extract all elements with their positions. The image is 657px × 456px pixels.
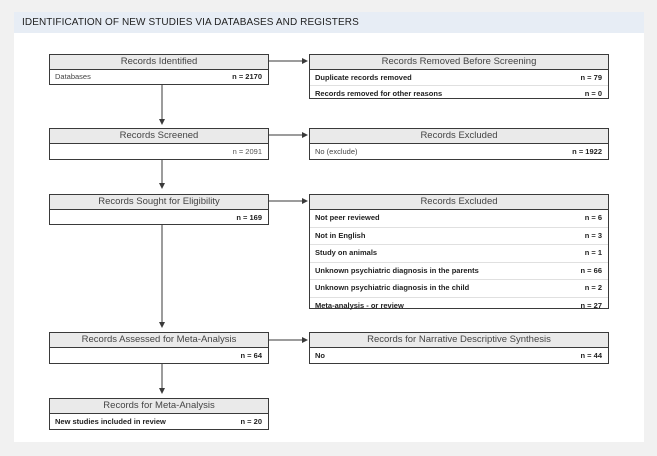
row-value: n = 44 bbox=[580, 351, 602, 360]
row-value: n = 20 bbox=[240, 417, 262, 426]
row-label: Study on animals bbox=[315, 248, 378, 257]
row-label: Duplicate records removed bbox=[315, 73, 412, 82]
box-title: Records Assessed for Meta-Analysis bbox=[50, 333, 268, 348]
row-label: Not in English bbox=[315, 230, 366, 240]
box-title: Records Removed Before Screening bbox=[310, 55, 608, 70]
row-label: Unknown psychiatric diagnosis in the child bbox=[315, 283, 470, 292]
row-label: Meta-analysis - or review bbox=[315, 300, 404, 310]
row-value: n = 2170 bbox=[232, 72, 262, 81]
box-row bbox=[310, 297, 608, 315]
box-title: Records Sought for Eligibility bbox=[50, 195, 268, 210]
box-title: Records for Narrative Descriptive Synthesis bbox=[310, 333, 608, 348]
box-row bbox=[50, 144, 268, 160]
records-screened-box bbox=[49, 128, 269, 160]
records-sought-box bbox=[49, 194, 269, 225]
records-excluded-box bbox=[309, 128, 609, 160]
row-label: Unknown psychiatric diagnosis in the parents bbox=[315, 265, 479, 275]
box-row bbox=[310, 279, 608, 297]
box-row bbox=[310, 85, 608, 101]
row-value: n = 3 bbox=[584, 230, 602, 240]
row-value: n = 2091 bbox=[232, 147, 262, 156]
records-identified-box bbox=[49, 54, 269, 85]
box-row bbox=[50, 348, 268, 364]
box-row bbox=[310, 262, 608, 280]
row-value: n = 79 bbox=[580, 73, 602, 82]
row-label: Records removed for other reasons bbox=[315, 89, 443, 98]
row-value: n = 1922 bbox=[572, 147, 602, 156]
records-removed-box bbox=[309, 54, 609, 99]
box-title: Records for Meta-Analysis bbox=[50, 399, 268, 414]
section-header: IDENTIFICATION OF NEW STUDIES VIA DATABASES AND REGISTERS bbox=[14, 12, 644, 33]
box-row bbox=[50, 70, 268, 83]
box-row bbox=[310, 70, 608, 85]
box-row bbox=[310, 227, 608, 245]
box-title: Records Screened bbox=[50, 129, 268, 144]
prisma-panel bbox=[14, 12, 644, 442]
row-label: No bbox=[315, 351, 325, 360]
row-value: n = 27 bbox=[580, 300, 602, 310]
records-excluded-reasons-box bbox=[309, 194, 609, 309]
row-value: n = 6 bbox=[584, 213, 602, 222]
box-row bbox=[310, 144, 608, 160]
row-value: n = 1 bbox=[584, 248, 602, 257]
row-value: n = 169 bbox=[236, 213, 262, 222]
box-row bbox=[50, 414, 268, 430]
records-assessed-box bbox=[49, 332, 269, 364]
row-label: Databases bbox=[55, 72, 91, 81]
box-row bbox=[310, 210, 608, 227]
records-meta-box bbox=[49, 398, 269, 430]
row-label: New studies included in review bbox=[55, 417, 166, 426]
row-label: No (exclude) bbox=[315, 147, 358, 156]
row-value: n = 2 bbox=[584, 283, 602, 292]
box-title: Records Excluded bbox=[310, 195, 608, 210]
row-value: n = 66 bbox=[580, 265, 602, 275]
box-row bbox=[310, 348, 608, 364]
box-row bbox=[310, 244, 608, 262]
row-value: n = 64 bbox=[240, 351, 262, 360]
box-row bbox=[50, 210, 268, 225]
row-label: Not peer reviewed bbox=[315, 213, 380, 222]
box-title: Records Excluded bbox=[310, 129, 608, 144]
row-value: n = 0 bbox=[584, 89, 602, 98]
records-narrative-box bbox=[309, 332, 609, 364]
box-title: Records Identified bbox=[50, 55, 268, 70]
